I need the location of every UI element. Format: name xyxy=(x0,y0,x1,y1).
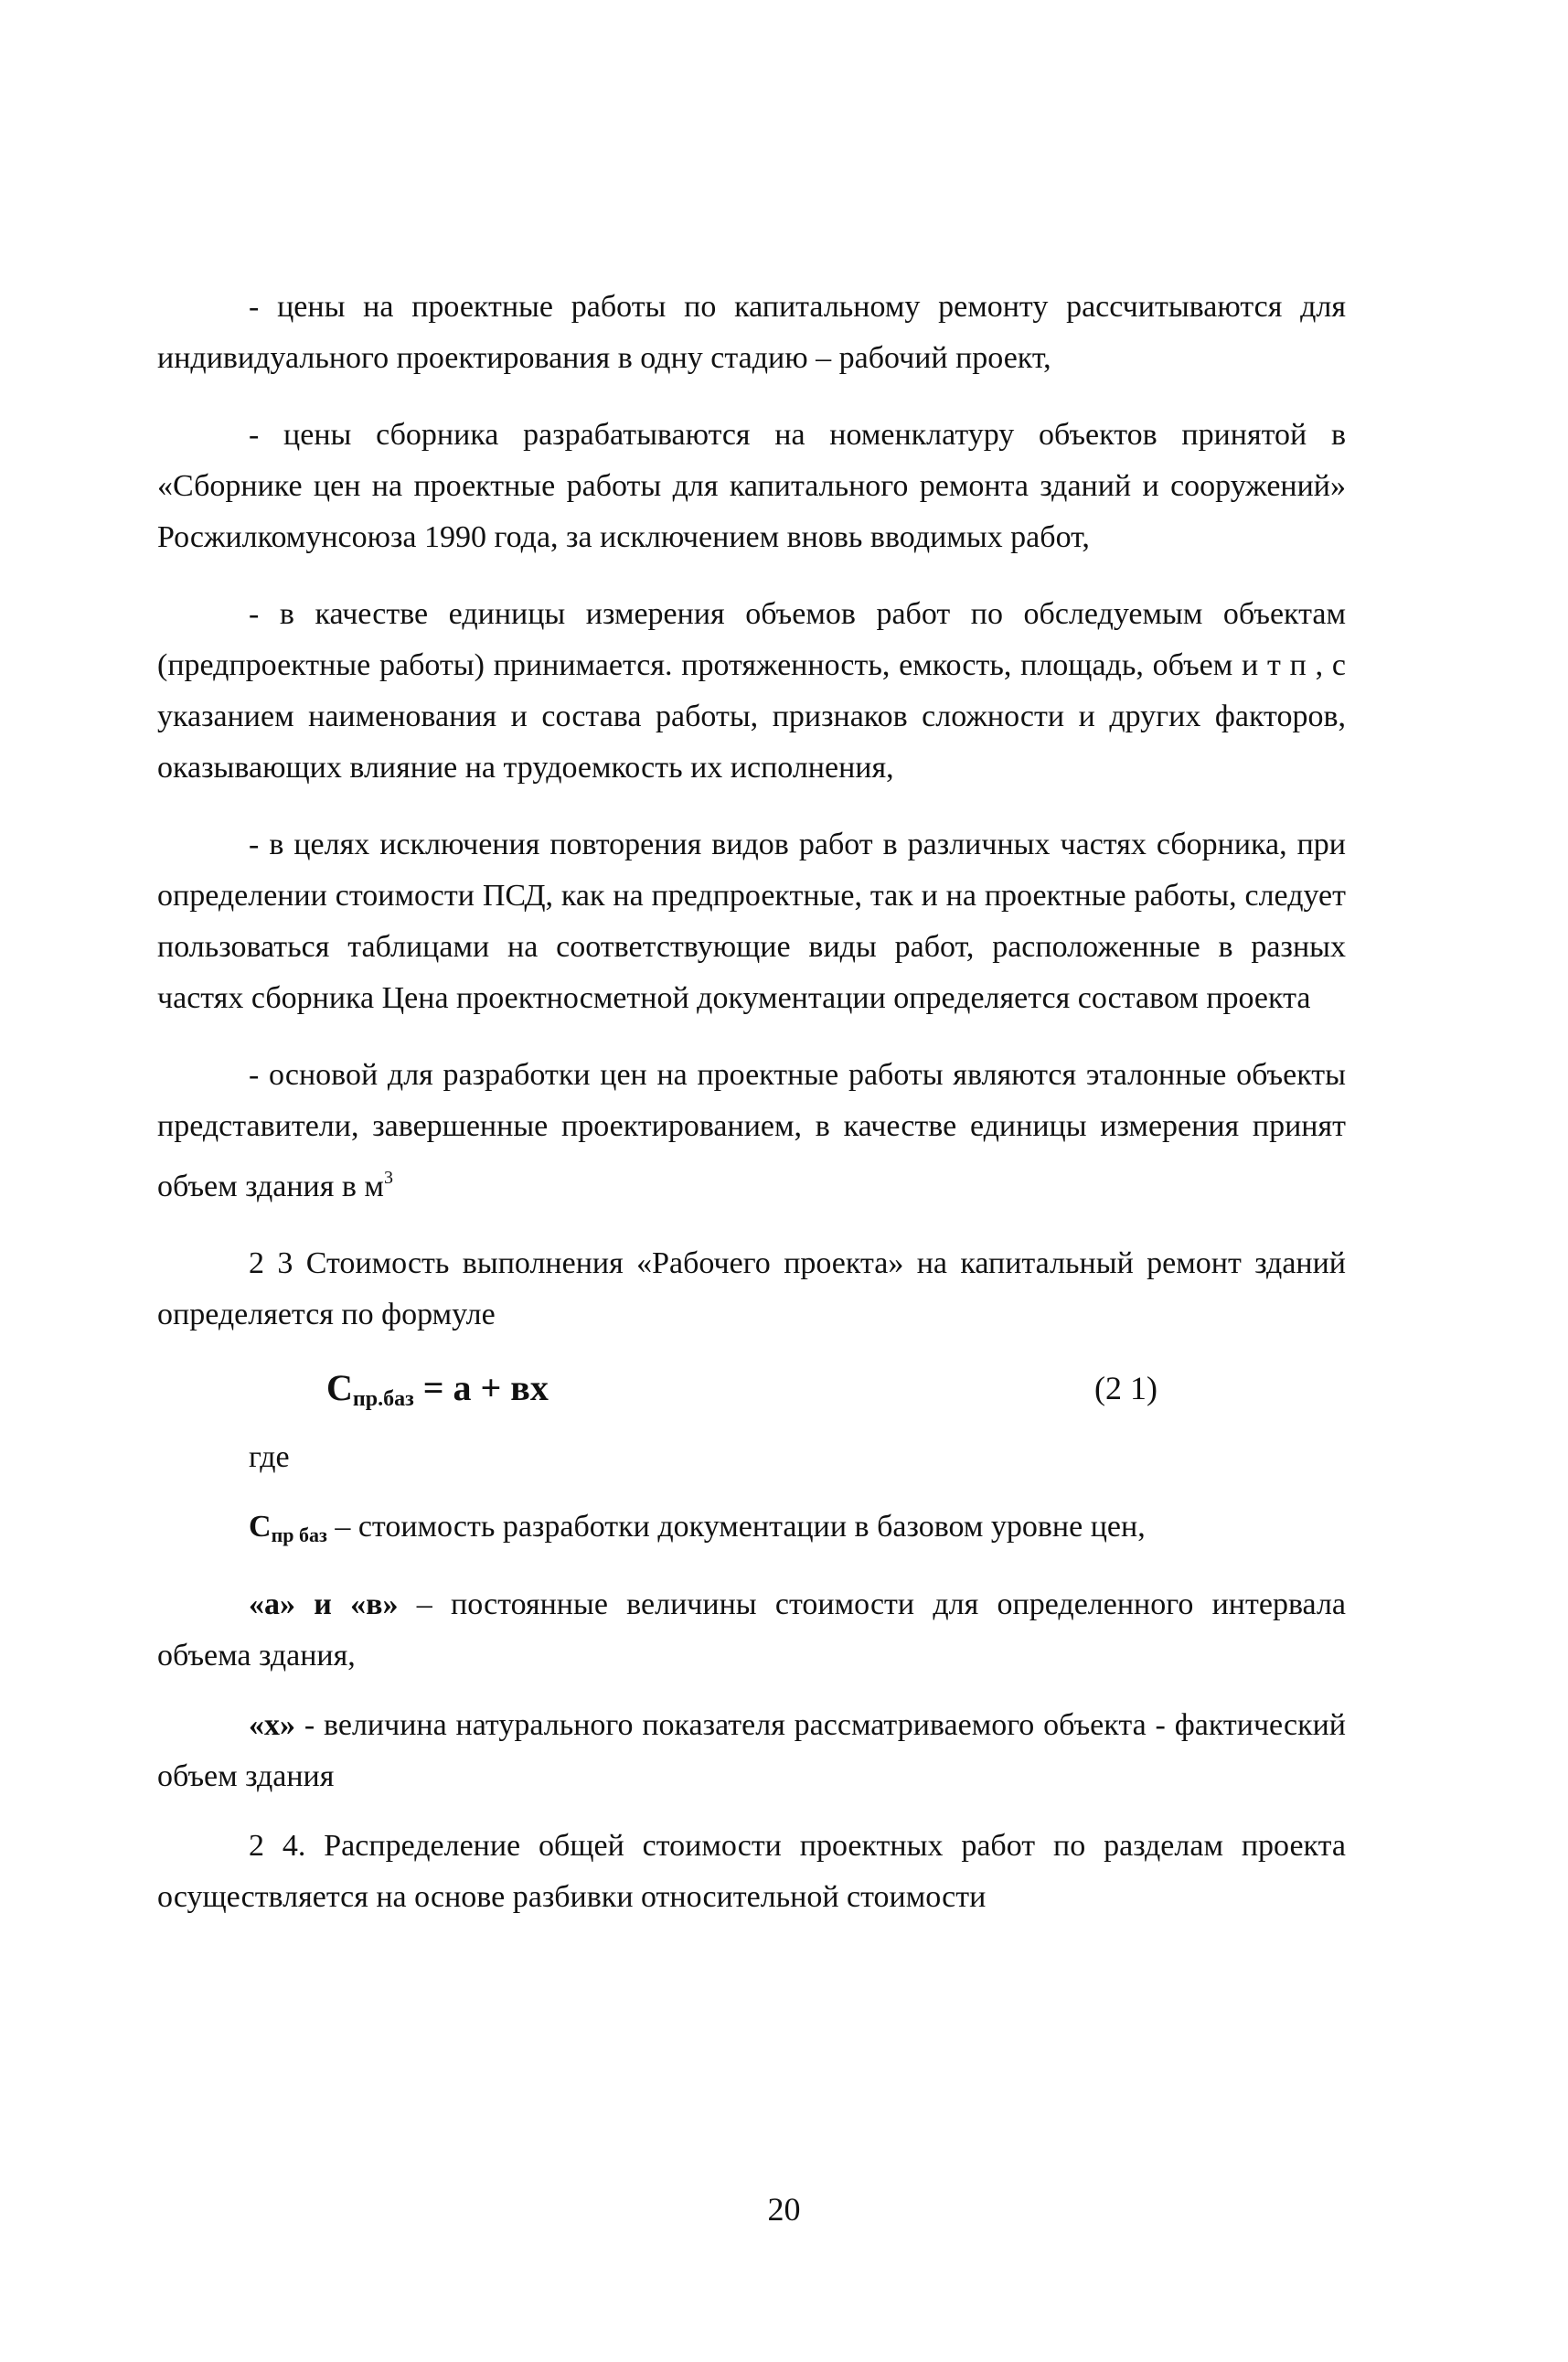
formula-expression xyxy=(326,1363,549,1425)
formula-row xyxy=(157,1350,1346,1423)
cubic-superscript: 3 xyxy=(383,1168,393,1188)
definition-x xyxy=(157,1700,1346,1802)
definition-x-symbol: «х» xyxy=(249,1708,295,1742)
definition-cost-subscript: пр баз xyxy=(271,1523,327,1546)
definition-constants xyxy=(157,1579,1346,1682)
paragraph-section-2-4: 2 4. Распределение общей стоимости проектных работ по разделам проекта осуществляется на основе разбивки относительной стоимости xyxy=(157,1829,1346,1914)
paragraph-reference-objects xyxy=(157,1050,1346,1213)
page-number: 20 xyxy=(767,2191,801,2228)
where-label: где xyxy=(249,1440,290,1474)
formula-rhs: = а + вх xyxy=(413,1367,549,1408)
definition-cost-letter: С xyxy=(249,1510,272,1544)
paragraph-unit-of-measure: - в качестве единицы измерения объемов работ по обследуемым объектам (предпроектные работы) принимается. протяженность, емкость, площадь, объем и т п , с указанием наименования и состава работы, признаков сложности и других факторов, оказывающих влияние на трудоемкость их исполнения, xyxy=(157,597,1346,785)
paragraph-avoid-repetition: - в целях исключения повторения видов работ в различных частях сборника, при определении стоимости ПСД, как на предпроектные, так и на проектные работы, следует пользоваться таблицами на соответствующие виды работ, расположенные в разных частях сборника Цена проектносметной документации определяется составом проекта xyxy=(157,828,1346,1015)
formula-number: (2 1) xyxy=(1094,1370,1157,1406)
body-text xyxy=(157,282,1346,1949)
definition-constants-text: – постоянные величины стоимости для определенного интервала объема здания, xyxy=(157,1587,1346,1673)
formula-subscript: пр.баз xyxy=(352,1387,414,1411)
definition-constants-symbol: «а» и «в» xyxy=(249,1587,399,1621)
definition-x-text: - величина натурального показателя рассматриваемого объекта - фактический объем здания xyxy=(157,1708,1346,1793)
paragraph-nomenclature: - цены сборника разрабатываются на номенклатуру объектов принятой в «Сборнике цен на проектные работы для капитального ремонта зданий и сооружений» Росжилкомунсоюза 1990 года, за исключением вновь вводимых работ, xyxy=(157,418,1346,554)
formula-symbol: С xyxy=(326,1367,353,1408)
paragraph-section-2-3: 2 3 Стоимость выполнения «Рабочего проекта» на капитальный ремонт зданий определяется по формуле xyxy=(157,1246,1346,1331)
paragraph-reference-objects-text: - основой для разработки цен на проектные работы являются эталонные объекты представители, завершенные проектированием, в качестве единицы измерения принят объем здания в м xyxy=(157,1058,1346,1203)
definition-cost xyxy=(157,1502,1346,1561)
definition-cost-symbol xyxy=(249,1510,327,1544)
paragraph-design-prices-stage: - цены на проектные работы по капитальному ремонту рассчитываются для индивидуального проектирования в одну стадию – рабочий проект, xyxy=(157,290,1346,375)
definition-cost-text: – стоимость разработки документации в базовом уровне цен, xyxy=(326,1510,1146,1544)
